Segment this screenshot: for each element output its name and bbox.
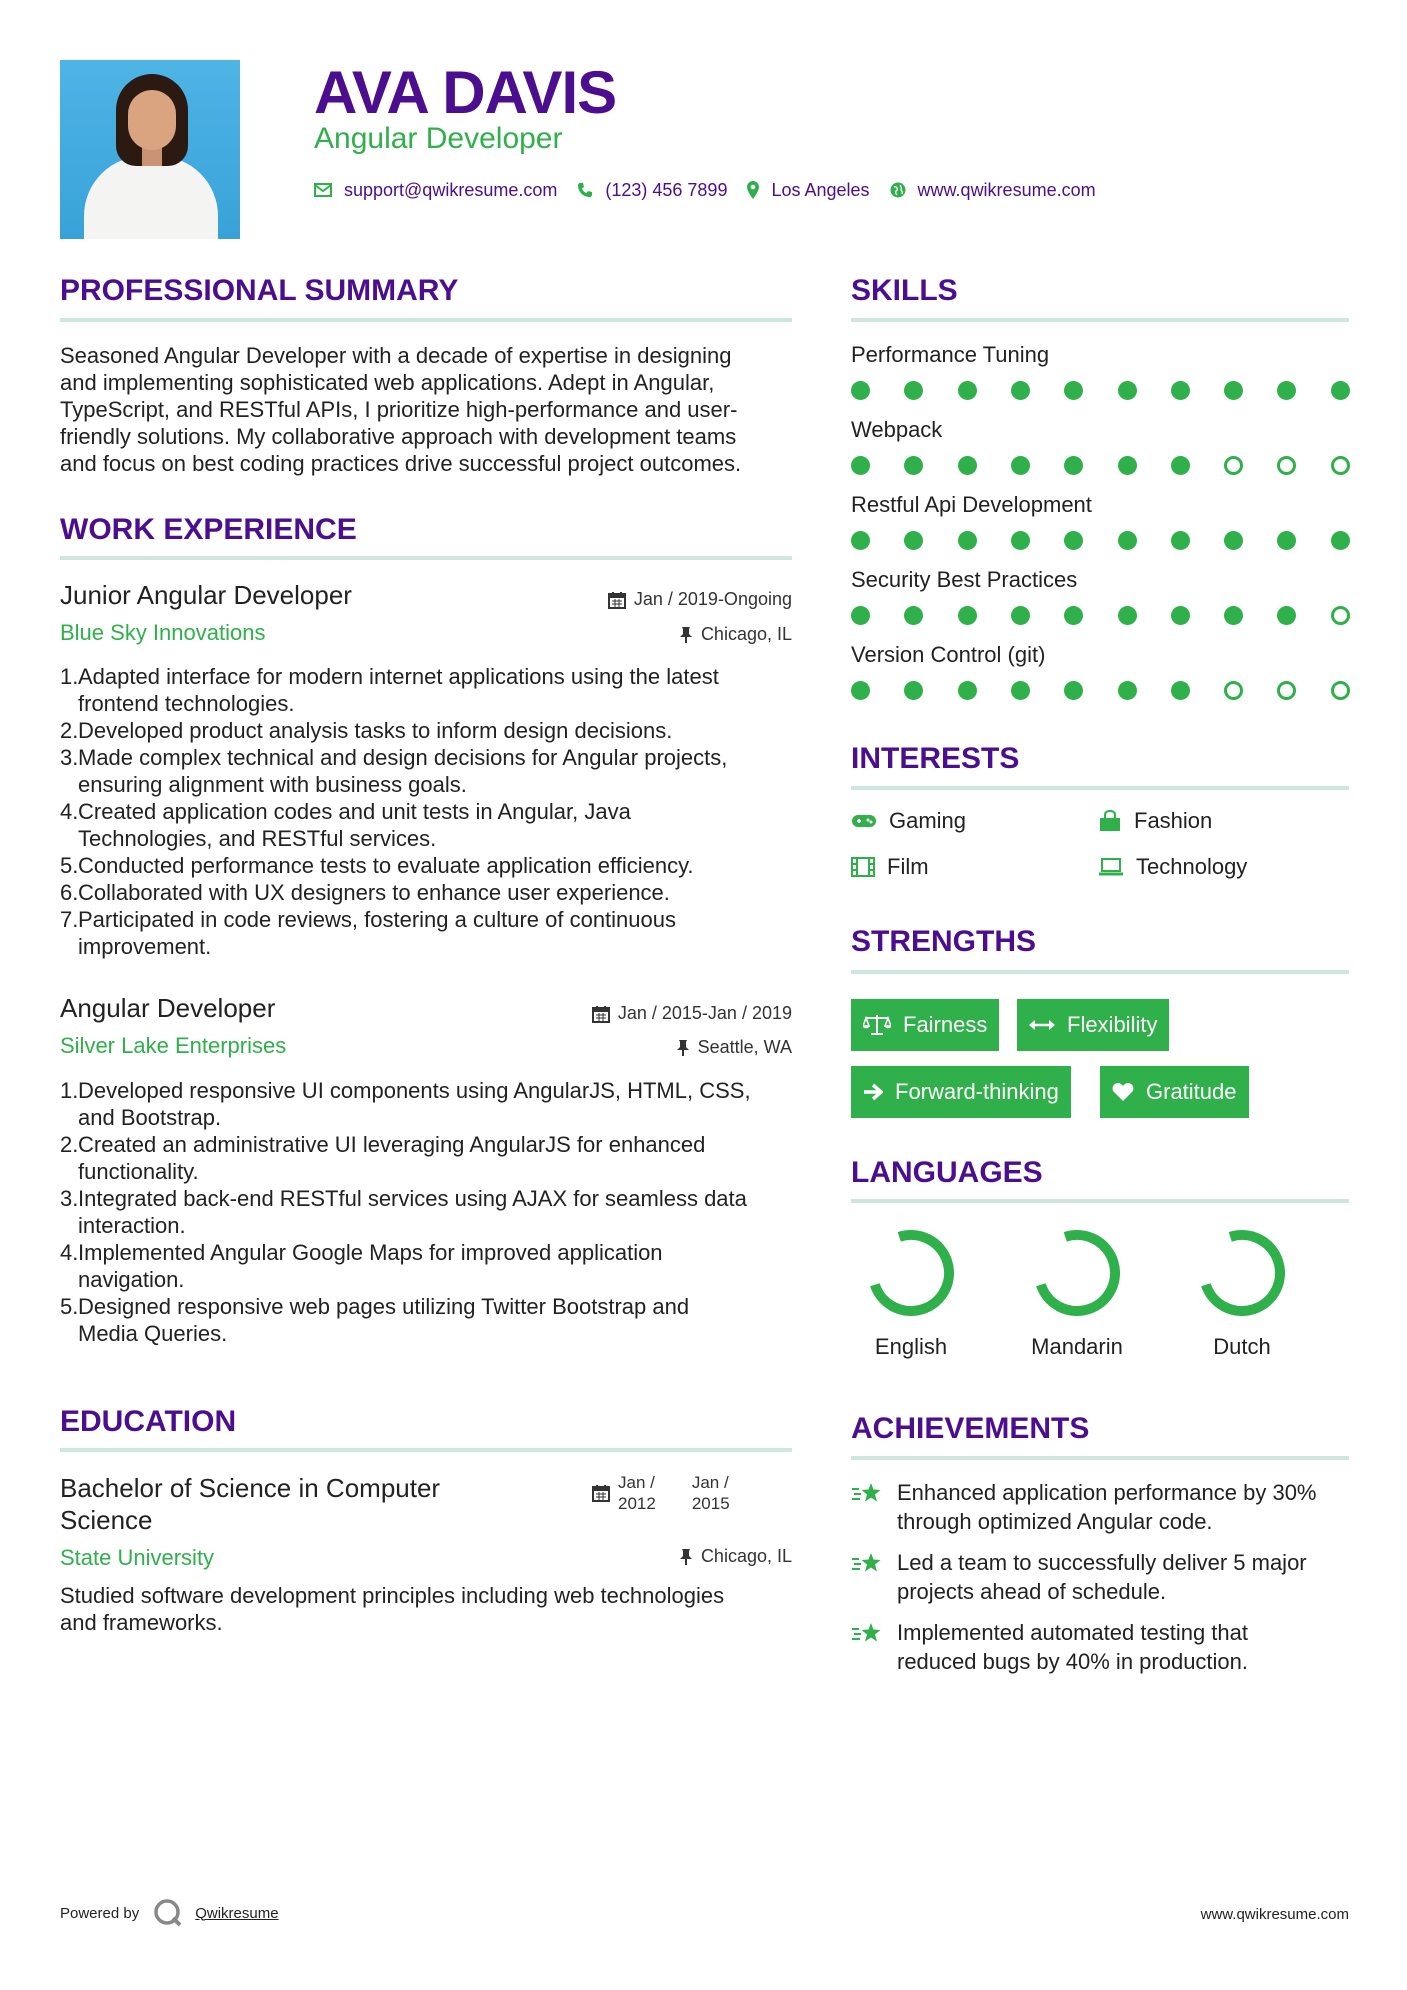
list-item: 1. Adapted interface for modern internet applications using the latest frontend technologies. bbox=[60, 664, 719, 716]
job-location-text: Seattle, WA bbox=[697, 1037, 792, 1057]
skill-rating bbox=[851, 381, 1351, 401]
skills-heading: SKILLS bbox=[851, 274, 958, 307]
job-title: Junior Angular Developer bbox=[60, 580, 352, 610]
phone-contact[interactable] bbox=[577, 180, 727, 201]
rating-dot-filled bbox=[1277, 381, 1296, 400]
rating-dot-filled bbox=[1118, 681, 1137, 700]
rating-dot-filled bbox=[904, 681, 923, 700]
list-item: 4. Created application codes and unit tests in Angular, Java Technologies, and RESTful services. bbox=[60, 799, 631, 851]
interest-fashion: Fashion bbox=[1098, 808, 1212, 834]
profile-photo bbox=[60, 60, 240, 239]
rating-dot-filled bbox=[1171, 381, 1190, 400]
email-text: support@qwikresume.com bbox=[344, 179, 558, 200]
location-contact bbox=[747, 180, 869, 201]
rating-dot-filled bbox=[851, 456, 870, 475]
rating-dot-filled bbox=[1064, 606, 1083, 625]
footer-powered-by: Powered by Qwikresume bbox=[60, 1898, 279, 1928]
interests-heading: INTERESTS bbox=[851, 742, 1020, 775]
phone-text: (123) 456 7899 bbox=[605, 179, 728, 200]
list-item: 4. Implemented Angular Google Maps for improved application navigation. bbox=[60, 1240, 663, 1292]
rating-dot-filled bbox=[958, 681, 977, 700]
rating-dot-empty bbox=[1224, 456, 1243, 475]
rating-dot-filled bbox=[1331, 381, 1350, 400]
language-english: English bbox=[846, 1228, 976, 1360]
rating-dot-filled bbox=[1064, 456, 1083, 475]
strength-badge: Flexibility bbox=[1017, 999, 1169, 1051]
calendar-icon bbox=[608, 591, 626, 609]
rating-dot-filled bbox=[904, 456, 923, 475]
balance-scale-icon bbox=[863, 1014, 891, 1036]
skill-rating bbox=[851, 606, 1351, 626]
rating-dot-filled bbox=[1224, 531, 1243, 550]
rating-dot-empty bbox=[1277, 681, 1296, 700]
job-date bbox=[592, 1003, 792, 1024]
skill-name: Version Control (git) bbox=[851, 642, 1046, 667]
experience-rule bbox=[60, 556, 792, 560]
language-level-arc bbox=[875, 1235, 949, 1311]
qwikresume-logo-icon bbox=[153, 1898, 183, 1928]
summary-heading: PROFESSIONAL SUMMARY bbox=[60, 274, 459, 307]
language-level-arc bbox=[1206, 1235, 1280, 1311]
list-item: 2. Created an administrative UI leveraging AngularJS for enhanced functionality. bbox=[60, 1132, 706, 1184]
rating-dot-empty bbox=[1224, 681, 1243, 700]
job-date-text: Jan / 2015-Jan / 2019 bbox=[617, 1003, 792, 1023]
rating-dot-filled bbox=[1118, 456, 1137, 475]
rating-dot-filled bbox=[1171, 531, 1190, 550]
gamepad-icon bbox=[851, 813, 877, 829]
job-date-text: Jan / 2019-Ongoing bbox=[633, 589, 792, 609]
rating-dot-filled bbox=[958, 456, 977, 475]
skill-rating bbox=[851, 531, 1351, 551]
languages-heading: LANGUAGES bbox=[851, 1156, 1043, 1189]
job-duties bbox=[60, 1077, 800, 1347]
email-contact[interactable] bbox=[314, 180, 557, 201]
rating-dot-filled bbox=[1011, 681, 1030, 700]
rating-dot-filled bbox=[1011, 381, 1030, 400]
qwikresume-link[interactable]: Qwikresume bbox=[195, 1904, 279, 1922]
rating-dot-filled bbox=[1118, 381, 1137, 400]
experience-heading: WORK EXPERIENCE bbox=[60, 513, 357, 546]
rating-dot-filled bbox=[1277, 531, 1296, 550]
interest-film: Film bbox=[851, 854, 929, 880]
rating-dot-filled bbox=[1331, 531, 1350, 550]
rating-dot-filled bbox=[1171, 456, 1190, 475]
list-item: 6. Collaborated with UX designers to enhance user experience. bbox=[60, 880, 670, 905]
footer-site[interactable]: www.qwikresume.com bbox=[1200, 1906, 1349, 1923]
education-dates: Jan / 2012 Jan / 2015 bbox=[592, 1472, 730, 1514]
rating-dot-filled bbox=[1064, 381, 1083, 400]
rating-dot-empty bbox=[1277, 456, 1296, 475]
interest-technology: Technology bbox=[1098, 854, 1247, 880]
rating-dot-filled bbox=[1224, 381, 1243, 400]
education-rule bbox=[60, 1448, 792, 1452]
job-duties bbox=[60, 663, 800, 960]
job-company: Blue Sky Innovations bbox=[60, 620, 266, 645]
strength-badge: Fairness bbox=[851, 999, 999, 1051]
skill-name: Security Best Practices bbox=[851, 567, 1078, 592]
skills-rule bbox=[851, 318, 1349, 322]
job-location bbox=[679, 624, 792, 645]
list-item: 3. Integrated back-end RESTful services using AJAX for seamless data interaction. bbox=[60, 1186, 747, 1238]
language-mandarin: Mandarin bbox=[1012, 1228, 1142, 1360]
language-ring bbox=[866, 1228, 956, 1318]
film-icon bbox=[851, 857, 875, 877]
job-title: Angular Developer bbox=[60, 993, 276, 1023]
rating-dot-filled bbox=[904, 606, 923, 625]
list-item: 5. Designed responsive web pages utilizing Twitter Bootstrap and Media Queries. bbox=[60, 1294, 690, 1346]
list-item: 7. Participated in code reviews, fostering a culture of continuous improvement. bbox=[60, 907, 676, 959]
language-level-arc bbox=[1041, 1235, 1115, 1311]
website-contact[interactable] bbox=[890, 180, 1096, 201]
list-item: 5. Conducted performance tests to evaluate application efficiency. bbox=[60, 853, 694, 878]
achievement-item: Led a team to successfully deliver 5 major projects ahead of schedule. bbox=[851, 1548, 1307, 1606]
rating-dot-filled bbox=[851, 681, 870, 700]
job-location bbox=[676, 1037, 792, 1058]
degree-title: Bachelor of Science in Computer Science bbox=[60, 1473, 441, 1535]
arrow-right-icon bbox=[863, 1083, 883, 1101]
calendar-icon bbox=[592, 1005, 610, 1023]
languages-rule bbox=[851, 1199, 1349, 1203]
strength-badge: Gratitude bbox=[1100, 1066, 1249, 1118]
list-item: 2. Developed product analysis tasks to inform design decisions. bbox=[60, 718, 673, 743]
rating-dot-filled bbox=[1011, 456, 1030, 475]
map-marker-icon bbox=[747, 181, 759, 199]
thumbtack-icon bbox=[679, 1548, 693, 1566]
school-name: State University bbox=[60, 1545, 215, 1570]
skill-name: Webpack bbox=[851, 417, 943, 442]
rating-dot-filled bbox=[1118, 531, 1137, 550]
shooting-star-icon bbox=[851, 1480, 883, 1506]
strength-badge: Forward-thinking bbox=[851, 1066, 1071, 1118]
rating-dot-filled bbox=[851, 606, 870, 625]
summary-line: friendly solutions. My collaborative approach with development teams bbox=[60, 424, 737, 449]
rating-dot-empty bbox=[1331, 456, 1350, 475]
rating-dot-filled bbox=[1171, 606, 1190, 625]
skill-name: Performance Tuning bbox=[851, 342, 1050, 367]
rating-dot-filled bbox=[1064, 531, 1083, 550]
list-item: 3. Made complex technical and design decisions for Angular projects, ensuring alignment with business goals. bbox=[60, 745, 728, 797]
rating-dot-filled bbox=[851, 381, 870, 400]
contact-bar bbox=[314, 178, 1116, 202]
thumbtack-icon bbox=[679, 626, 693, 644]
thumbtack-icon bbox=[676, 1039, 690, 1057]
education-description: Studied software development principles including web technologies and frameworks. bbox=[60, 1583, 725, 1635]
skill-rating bbox=[851, 681, 1351, 701]
job-date bbox=[608, 589, 792, 610]
rating-dot-filled bbox=[1171, 681, 1190, 700]
rating-dot-empty bbox=[1331, 606, 1350, 625]
rating-dot-filled bbox=[904, 531, 923, 550]
phone-icon bbox=[577, 182, 593, 198]
language-ring bbox=[1197, 1228, 1287, 1318]
summary-rule bbox=[60, 318, 792, 322]
summary-line: and implementing sophisticated web applications. Adept in Angular, bbox=[60, 370, 715, 395]
heart-icon bbox=[1112, 1082, 1134, 1102]
rating-dot-filled bbox=[1064, 681, 1083, 700]
language-ring bbox=[1032, 1228, 1122, 1318]
website-text: www.qwikresume.com bbox=[917, 179, 1096, 200]
rating-dot-filled bbox=[958, 381, 977, 400]
job-company: Silver Lake Enterprises bbox=[60, 1033, 287, 1058]
rating-dot-filled bbox=[904, 381, 923, 400]
rating-dot-filled bbox=[1011, 531, 1030, 550]
rating-dot-filled bbox=[1011, 606, 1030, 625]
summary-line: and focus on best coding practices drive successful project outcomes. bbox=[60, 451, 742, 476]
candidate-name: AVA DAVIS bbox=[314, 59, 617, 126]
achievements-rule bbox=[851, 1456, 1349, 1460]
summary-line: Seasoned Angular Developer with a decade of expertise in designing bbox=[60, 343, 732, 368]
achievement-item: Enhanced application performance by 30% through optimized Angular code. bbox=[851, 1478, 1317, 1536]
education-heading: EDUCATION bbox=[60, 1405, 237, 1438]
skill-name: Restful Api Development bbox=[851, 492, 1092, 517]
shopping-bag-icon bbox=[1098, 810, 1122, 832]
rating-dot-filled bbox=[958, 606, 977, 625]
candidate-role: Angular Developer bbox=[314, 122, 563, 155]
language-dutch: Dutch bbox=[1177, 1228, 1307, 1360]
rating-dot-empty bbox=[1331, 681, 1350, 700]
calendar-icon bbox=[592, 1484, 610, 1502]
shooting-star-icon bbox=[851, 1550, 883, 1576]
location-text: Los Angeles bbox=[771, 179, 870, 200]
rating-dot-filled bbox=[1277, 606, 1296, 625]
summary-text bbox=[60, 342, 800, 477]
envelope-icon bbox=[314, 183, 332, 197]
list-item: 1. Developed responsive UI components using AngularJS, HTML, CSS, and Bootstrap. bbox=[60, 1078, 751, 1130]
arrows-horizontal-icon bbox=[1029, 1018, 1055, 1032]
achievements-heading: ACHIEVEMENTS bbox=[851, 1412, 1090, 1445]
interest-gaming: Gaming bbox=[851, 808, 966, 834]
rating-dot-filled bbox=[851, 531, 870, 550]
globe-icon bbox=[890, 182, 906, 198]
interests-rule bbox=[851, 786, 1349, 790]
laptop-icon bbox=[1098, 858, 1124, 876]
summary-line: TypeScript, and RESTful APIs, I prioritize high-performance and user- bbox=[60, 397, 738, 422]
achievement-item: Implemented automated testing that reduced bugs by 40% in production. bbox=[851, 1618, 1248, 1676]
shooting-star-icon bbox=[851, 1620, 883, 1646]
education-location: Chicago, IL bbox=[679, 1546, 792, 1567]
strengths-heading: STRENGTHS bbox=[851, 925, 1037, 958]
rating-dot-filled bbox=[1224, 606, 1243, 625]
strengths-rule bbox=[851, 970, 1349, 974]
rating-dot-filled bbox=[958, 531, 977, 550]
rating-dot-filled bbox=[1118, 606, 1137, 625]
skill-rating bbox=[851, 456, 1351, 476]
job-location-text: Chicago, IL bbox=[700, 624, 792, 644]
